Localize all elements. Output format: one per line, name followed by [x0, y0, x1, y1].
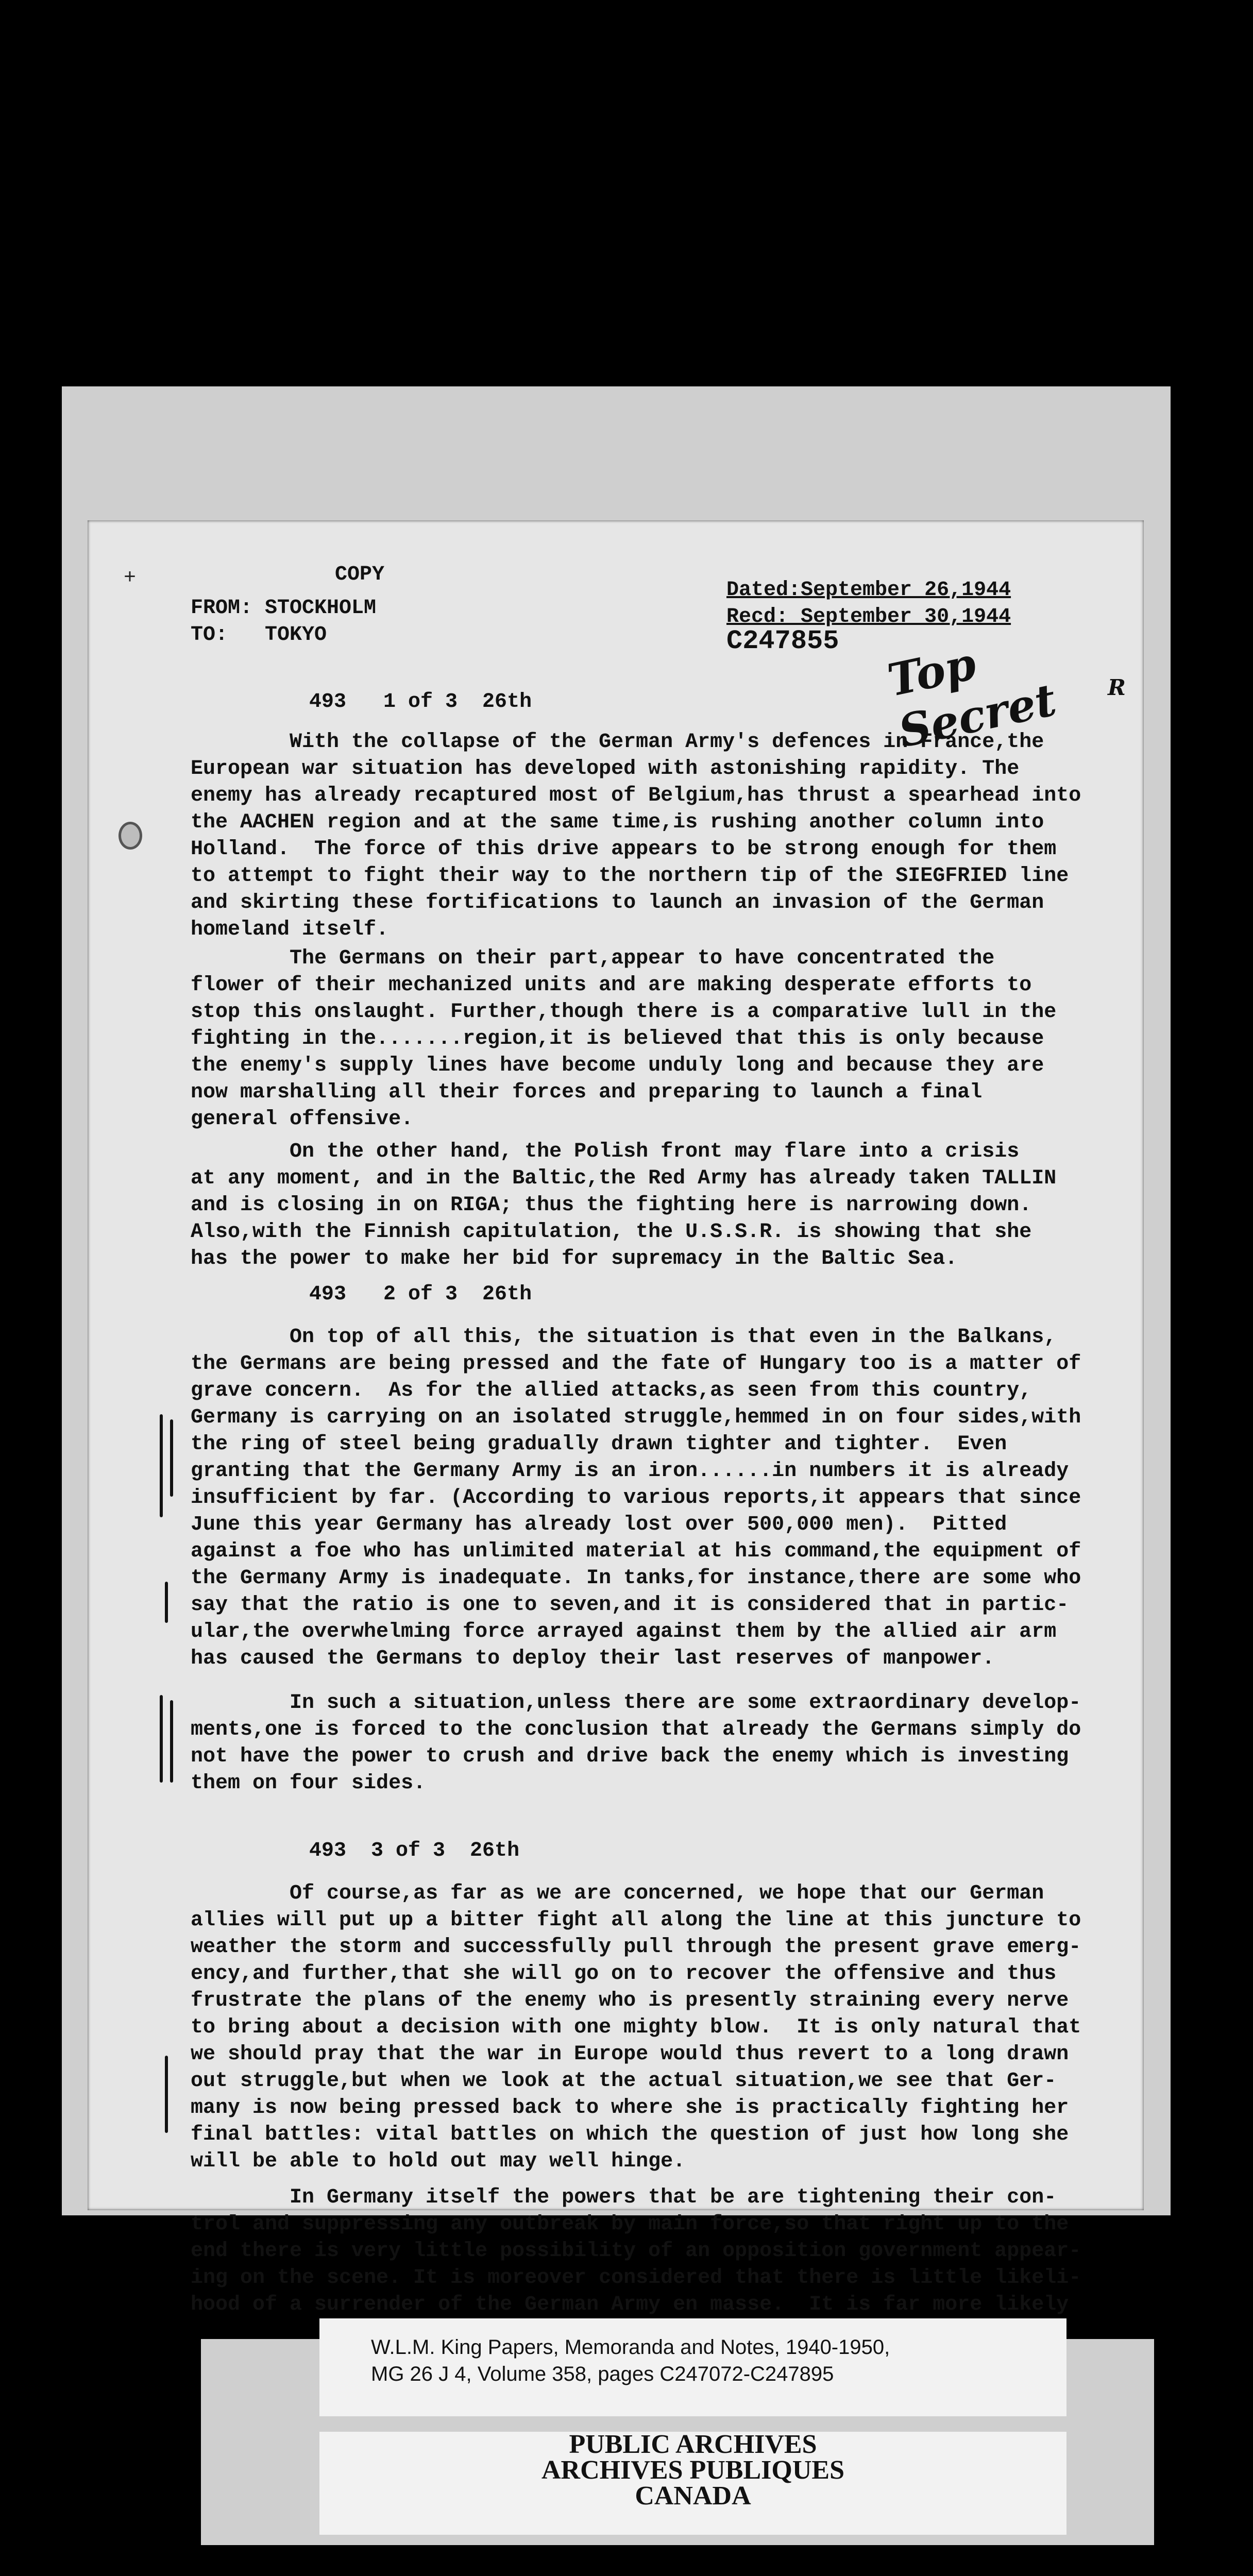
- text-line: and is closing in on RIGA; thus the fighting here is narrowing down.: [191, 1194, 1032, 1217]
- text-line: the Germans are being pressed and the fate of Hungary too is a matter of: [191, 1352, 1081, 1376]
- text-line: trol and suppressing any outbreak by main force,so that right up to the: [191, 2213, 1069, 2236]
- margin-mark: [160, 1695, 163, 1783]
- text-line: enemy has already recaptured most of Belgium,has thrust a spearhead into: [191, 784, 1081, 807]
- punch-hole-icon: [118, 822, 142, 850]
- text-line: many is now being pressed back to where she is practically fighting her: [191, 2096, 1069, 2120]
- text-line: at any moment, and in the Baltic,the Red Army has already taken TALLIN: [191, 1167, 1057, 1190]
- citation-line-1: W.L.M. King Papers, Memoranda and Notes, 1940-1950,: [371, 2336, 890, 2359]
- text-line: granting that the Germany Army is an iron......in numbers it is already: [191, 1460, 1069, 1483]
- citation-line-2: MG 26 J 4, Volume 358, pages C247072-C247895: [371, 2363, 834, 2385]
- text-line: and skirting these fortifications to launch an invasion of the German: [191, 891, 1044, 914]
- archive-stamp: [319, 2432, 1066, 2535]
- received-line: Recd: September 30,1944: [726, 605, 1011, 629]
- text-line: to attempt to fight their way to the northern tip of the SIEGFRIED line: [191, 865, 1069, 888]
- text-line: the Germany Army is inadequate. In tanks,for instance,there are some who: [191, 1567, 1081, 1590]
- text-line: Germany is carrying on an isolated struggle,hemmed in on four sides,with: [191, 1406, 1081, 1429]
- text-line: has caused the Germans to deploy their last reserves of manpower.: [191, 1647, 995, 1670]
- paragraph-7: [191, 2184, 1128, 2318]
- text-line: we should pray that the war in Europe would thus revert to a long drawn: [191, 2043, 1069, 2066]
- text-line: European war situation has developed with astonishing rapidity. The: [191, 757, 1020, 781]
- text-line: With the collapse of the German Army's defences in France,the: [191, 731, 1044, 754]
- text-line: final battles: vital battles on which the question of just how long she: [191, 2123, 1069, 2146]
- text-line: say that the ratio is one to seven,and it is considered that in partic-: [191, 1594, 1069, 1617]
- text-line: allies will put up a bitter fight all along the line at this juncture to: [191, 1909, 1081, 1932]
- text-line: out struggle,but when we look at the actual situation,we see that Ger-: [191, 2070, 1057, 2093]
- paragraph-6: [191, 1880, 1128, 2175]
- text-line: In such a situation,unless there are some extraordinary develop-: [191, 1691, 1081, 1715]
- registration-mark-icon: +: [124, 567, 137, 590]
- text-line: end there is very little possibility of an opposition government appear-: [191, 2240, 1081, 2263]
- handwritten-initial: R: [1108, 675, 1126, 700]
- stamp-line-2: ARCHIVES PUBLIQUES: [541, 2455, 845, 2485]
- margin-mark: [170, 1700, 173, 1783]
- text-line: has the power to make her bid for supremacy in the Baltic Sea.: [191, 1247, 958, 1270]
- text-line: will be able to hold out may well hinge.: [191, 2150, 686, 2173]
- text-line: ular,the overwhelming force arrayed against them by the allied air arm: [191, 1620, 1057, 1643]
- text-line: Also,with the Finnish capitulation, the U.S.S.R. is showing that she: [191, 1221, 1032, 1244]
- text-line: In Germany itself the powers that be are tightening their con-: [191, 2186, 1057, 2209]
- text-line: to bring about a decision with one mighty blow. It is only natural that: [191, 2016, 1081, 2039]
- section-heading-3: 493 3 of 3 26th: [309, 1839, 520, 1862]
- margin-mark: [160, 1414, 163, 1517]
- document-page: [88, 520, 1144, 2316]
- text-line: the AACHEN region and at the same time,is rushing another column into: [191, 811, 1044, 834]
- text-line: On the other hand, the Polish front may flare into a crisis: [191, 1140, 1020, 1163]
- text-line: homeland itself.: [191, 918, 389, 941]
- stamp-line-1: PUBLIC ARCHIVES: [569, 2430, 817, 2459]
- text-line: fighting in the.......region,it is believed that this is only because: [191, 1027, 1044, 1050]
- dated-line: Dated:September 26,1944: [726, 579, 1011, 602]
- text-line: June this year Germany has already lost over 500,000 men). Pitted: [191, 1513, 1007, 1536]
- text-line: On top of all this, the situation is that even in the Balkans,: [191, 1326, 1057, 1349]
- paragraph-3: [191, 1139, 1128, 1273]
- text-line: Of course,as far as we are concerned, we hope that our German: [191, 1882, 1044, 1905]
- text-line: the enemy's supply lines have become unduly long and because they are: [191, 1054, 1044, 1077]
- margin-mark: [170, 1419, 173, 1497]
- text-line: ency,and further,that she will go on to recover the offensive and thus: [191, 1962, 1057, 1986]
- text-line: The Germans on their part,appear to have concentrated the: [191, 947, 995, 970]
- text-line: Holland. The force of this drive appears to be strong enough for them: [191, 838, 1057, 861]
- text-line: ments,one is forced to the conclusion that already the Germans simply do: [191, 1718, 1081, 1741]
- text-line: weather the storm and successfully pull through the present grave emerg-: [191, 1936, 1081, 1959]
- text-line: frustrate the plans of the enemy who is presently straining every nerve: [191, 1989, 1069, 2012]
- paragraph-2: [191, 945, 1128, 1133]
- copy-label: COPY: [335, 563, 385, 586]
- text-line: insufficient by far. (According to various reports,it appears that since: [191, 1486, 1081, 1510]
- text-line: now marshalling all their forces and preparing to launch a final: [191, 1081, 983, 1104]
- margin-mark: [165, 2056, 168, 2133]
- paragraph-4: [191, 1324, 1128, 1672]
- text-line: stop this onslaught. Further,though there is a comparative lull in the: [191, 1001, 1057, 1024]
- text-line: against a foe who has unlimited material at his command,the equipment of: [191, 1540, 1081, 1563]
- paragraph-1: [191, 729, 1128, 943]
- from-line: FROM: STOCKHOLM: [191, 597, 377, 620]
- text-line: not have the power to crush and drive back the enemy which is investing: [191, 1745, 1069, 1768]
- section-heading-1: 493 1 of 3 26th: [309, 690, 532, 714]
- to-line: TO: TOKYO: [191, 623, 327, 647]
- text-line: grave concern. As for the allied attacks,as seen from this country,: [191, 1379, 1032, 1402]
- text-line: them on four sides.: [191, 1772, 426, 1795]
- text-line: flower of their mechanized units and are making desperate efforts to: [191, 974, 1032, 997]
- reference-number: C247855: [726, 626, 839, 656]
- text-line: ing on the scene. It is moreover considered that there is little likeli-: [191, 2266, 1081, 2290]
- text-line: general offensive.: [191, 1108, 414, 1131]
- routing-header: [191, 595, 376, 649]
- section-heading-2: 493 2 of 3 26th: [309, 1283, 532, 1306]
- text-line: the ring of steel being gradually drawn tighter and tighter. Even: [191, 1433, 1007, 1456]
- handwritten-classification: Top Secret: [883, 637, 1061, 758]
- text-line: hood of a surrender of the German Army en masse. It is far more likely: [191, 2293, 1069, 2316]
- archive-citation: [319, 2318, 1066, 2416]
- paragraph-5: [191, 1690, 1128, 1797]
- margin-mark: [165, 1582, 168, 1623]
- date-header: [726, 577, 1011, 631]
- stamp-line-3: CANADA: [635, 2481, 751, 2511]
